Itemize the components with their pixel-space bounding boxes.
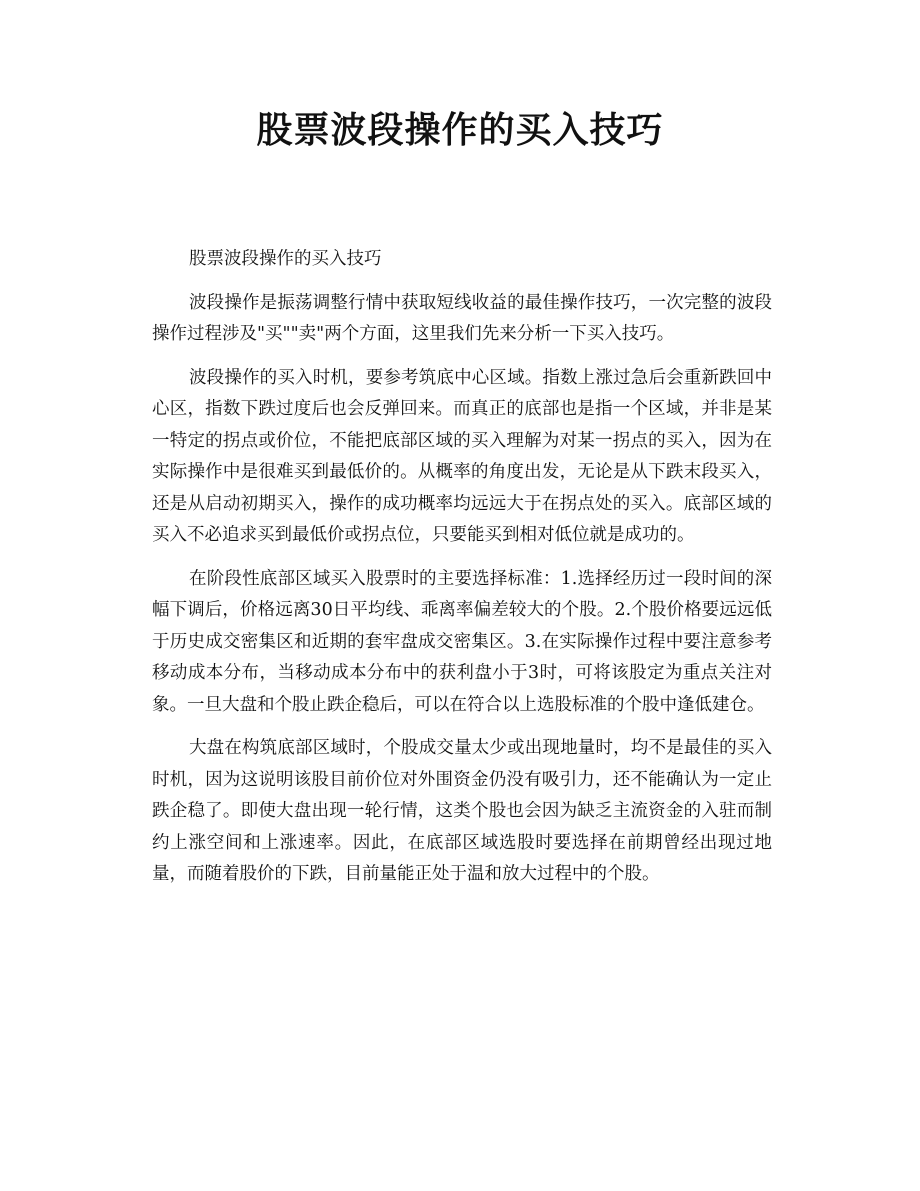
paragraph-selection-criteria: 在阶段性底部区域买入股票时的主要选择标准：1.选择经历过一段时间的深幅下调后，价格远离30日平均线、乖离率偏差较大的个股。2.个股价格要远远低于历史成交密集区和近期的套牢盘成交密集区。3.在实际操作过程中要注意参考移动成本分布，当移动成本分布中的获利盘小于3时，可将该股定为重点关注对象。一旦大盘和个股止跌企稳后，可以在符合以上选股标准的个股中逢低建仓。 xyxy=(152,568,772,715)
paragraph-volume: 大盘在构筑底部区域时，个股成交量太少或出现地量时，均不是最佳的买入时机，因为这说明该股目前价位对外围资金仍没有吸引力，还不能确认为一定止跌企稳了。即使大盘出现一轮行情，这类个股也会因为缺乏主流资金的入驻而制约上涨空间和上涨速率。因此，在底部区域选股时要选择在前期曾经出现过地量，而随着股价的下跌，目前量能正处于温和放大过程中的个股。 xyxy=(152,738,772,884)
paragraph-subtitle: 股票波段操作的买入技巧 xyxy=(189,249,382,269)
paragraph-buy-timing: 波段操作的买入时机，要参考筑底中心区域。指数上涨过急后会重新跌回中心区，指数下跌过度后也会反弹回来。而真正的底部也是指一个区域，并非是某一特定的拐点或价位，不能把底部区域的买入理解为对某一拐点的买入，因为在实际操作中是很难买到最低价的。从概率的角度出发，无论是从下跌末段买入，还是从启动初期买入，操作的成功概率均远远大于在拐点处的买入。底部区域的买入不必追求买到最低价或拐点位，只要能买到相对低位就是成功的。 xyxy=(152,367,772,545)
document-title: 股票波段操作的买入技巧 xyxy=(256,109,664,151)
document-body xyxy=(152,244,772,891)
paragraph-intro: 波段操作是振荡调整行情中获取短线收益的最佳操作技巧，一次完整的波段操作过程涉及"买""卖"两个方面，这里我们先来分析一下买入技巧。 xyxy=(152,292,772,344)
